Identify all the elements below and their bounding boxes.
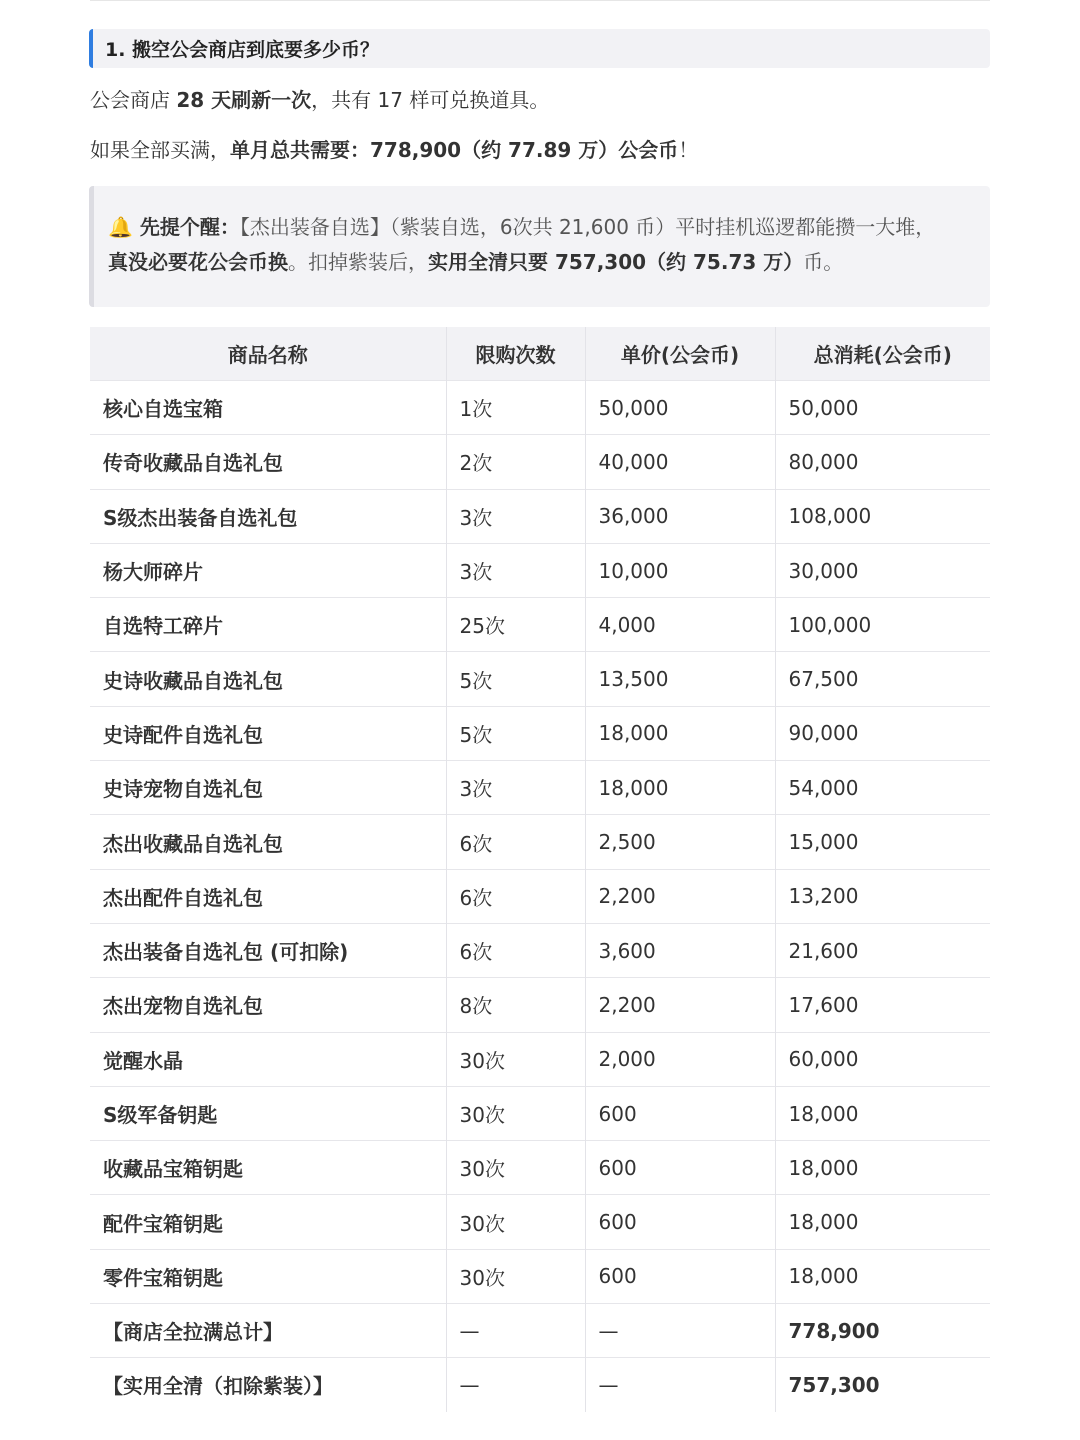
table-row xyxy=(90,598,990,652)
top-divider xyxy=(90,0,990,1)
unit-price-cell: 4,000 xyxy=(585,598,775,652)
item-name-cell: 传奇收藏品自选礼包 xyxy=(90,435,446,489)
bell-icon: 🔔 xyxy=(108,215,133,239)
item-name-cell: 核心自选宝箱 xyxy=(90,381,446,435)
item-name-cell: 配件宝箱钥匙 xyxy=(90,1195,446,1249)
total-cost-cell: 30,000 xyxy=(775,543,990,597)
limit-cell: 30次 xyxy=(446,1086,585,1140)
total-cost-cell: 13,200 xyxy=(775,869,990,923)
limit-cell: 6次 xyxy=(446,923,585,977)
item-name-cell: 【实用全清（扣除紫装）】 xyxy=(90,1358,446,1412)
table-row xyxy=(90,1249,990,1303)
limit-cell: 8次 xyxy=(446,978,585,1032)
header-total-cost: 总消耗(公会币) xyxy=(775,327,990,381)
limit-cell: 30次 xyxy=(446,1249,585,1303)
intro-highlight: 28 天刷新一次 xyxy=(176,88,312,112)
table-header-row xyxy=(90,327,990,381)
unit-price-cell: 36,000 xyxy=(585,489,775,543)
header-unit-price: 单价(公会币) xyxy=(585,327,775,381)
item-name-cell: S级杰出装备自选礼包 xyxy=(90,489,446,543)
table-row xyxy=(90,1086,990,1140)
item-name-cell: 零件宝箱钥匙 xyxy=(90,1249,446,1303)
intro-text: ，共有 17 样可兑换道具。 xyxy=(311,88,550,112)
total-cost-cell: 50,000 xyxy=(775,381,990,435)
table-row xyxy=(90,869,990,923)
unit-price-cell: 2,500 xyxy=(585,815,775,869)
item-name-cell: 收藏品宝箱钥匙 xyxy=(90,1141,446,1195)
unit-price-cell: 18,000 xyxy=(585,706,775,760)
table-total-row xyxy=(90,1358,990,1412)
unit-price-cell: 18,000 xyxy=(585,761,775,815)
table-row xyxy=(90,761,990,815)
limit-cell: 30次 xyxy=(446,1195,585,1249)
total-cost-cell: 60,000 xyxy=(775,1032,990,1086)
table-row xyxy=(90,1032,990,1086)
tip-text: 币。 xyxy=(803,250,844,274)
item-name-cell: 杰出收藏品自选礼包 xyxy=(90,815,446,869)
item-name-cell: 史诗收藏品自选礼包 xyxy=(90,652,446,706)
table-total-row xyxy=(90,1304,990,1358)
item-name-cell: 自选特工碎片 xyxy=(90,598,446,652)
tip-text: 。扣掉紫装后， xyxy=(288,250,428,274)
tip-highlight: 实用全清只要 757,300（约 75.73 万） xyxy=(428,250,804,274)
unit-price-cell: 600 xyxy=(585,1086,775,1140)
table-row xyxy=(90,815,990,869)
table-row xyxy=(90,543,990,597)
total-cost-cell: 90,000 xyxy=(775,706,990,760)
limit-cell: 2次 xyxy=(446,435,585,489)
limit-cell: 1次 xyxy=(446,381,585,435)
intro-text: 公会商店 xyxy=(90,88,177,112)
total-cost-cell: 108,000 xyxy=(775,489,990,543)
unit-price-cell: 40,000 xyxy=(585,435,775,489)
limit-cell: 5次 xyxy=(446,652,585,706)
intro-text: 如果全部买满， xyxy=(90,138,230,162)
unit-price-cell: — xyxy=(585,1358,775,1412)
tip-text: 【杰出装备自选】（紫装自选，6次共 21,600 币）平时挂机巡逻都能攒一大堆， xyxy=(239,215,936,239)
item-name-cell: 觉醒水晶 xyxy=(90,1032,446,1086)
shop-cost-table xyxy=(90,327,990,1412)
unit-price-cell: — xyxy=(585,1304,775,1358)
limit-cell: 30次 xyxy=(446,1141,585,1195)
total-cost-cell: 54,000 xyxy=(775,761,990,815)
limit-cell: 3次 xyxy=(446,543,585,597)
intro-paragraph-1 xyxy=(90,85,990,115)
unit-price-cell: 600 xyxy=(585,1141,775,1195)
tip-callout xyxy=(89,186,990,307)
total-cost-cell: 17,600 xyxy=(775,978,990,1032)
unit-price-cell: 2,000 xyxy=(585,1032,775,1086)
total-cost-cell: 18,000 xyxy=(775,1249,990,1303)
item-name-cell: 杰出装备自选礼包 (可扣除) xyxy=(90,923,446,977)
total-cost-cell: 757,300 xyxy=(775,1358,990,1412)
section-heading: 1. 搬空公会商店到底要多少币？ xyxy=(89,29,990,68)
table-row xyxy=(90,978,990,1032)
item-name-cell: 【商店全拉满总计】 xyxy=(90,1304,446,1358)
limit-cell: 30次 xyxy=(446,1032,585,1086)
unit-price-cell: 3,600 xyxy=(585,923,775,977)
table-row xyxy=(90,652,990,706)
table-row xyxy=(90,1141,990,1195)
total-cost-cell: 21,600 xyxy=(775,923,990,977)
item-name-cell: 史诗配件自选礼包 xyxy=(90,706,446,760)
table-row xyxy=(90,706,990,760)
intro-highlight: 单月总共需要：778,900（约 77.89 万）公会币 xyxy=(230,138,679,162)
total-cost-cell: 18,000 xyxy=(775,1141,990,1195)
unit-price-cell: 50,000 xyxy=(585,381,775,435)
total-cost-cell: 778,900 xyxy=(775,1304,990,1358)
limit-cell: 25次 xyxy=(446,598,585,652)
total-cost-cell: 15,000 xyxy=(775,815,990,869)
limit-cell: — xyxy=(446,1358,585,1412)
item-name-cell: 史诗宠物自选礼包 xyxy=(90,761,446,815)
item-name-cell: 杨大师碎片 xyxy=(90,543,446,597)
header-item-name: 商品名称 xyxy=(90,327,446,381)
table-row xyxy=(90,435,990,489)
total-cost-cell: 100,000 xyxy=(775,598,990,652)
limit-cell: 6次 xyxy=(446,869,585,923)
item-name-cell: 杰出宠物自选礼包 xyxy=(90,978,446,1032)
table-row xyxy=(90,1195,990,1249)
table-row xyxy=(90,489,990,543)
unit-price-cell: 2,200 xyxy=(585,978,775,1032)
limit-cell: — xyxy=(446,1304,585,1358)
unit-price-cell: 13,500 xyxy=(585,652,775,706)
limit-cell: 5次 xyxy=(446,706,585,760)
unit-price-cell: 600 xyxy=(585,1249,775,1303)
header-limit: 限购次数 xyxy=(446,327,585,381)
intro-paragraph-2 xyxy=(90,135,990,165)
limit-cell: 3次 xyxy=(446,761,585,815)
item-name-cell: S级军备钥匙 xyxy=(90,1086,446,1140)
item-name-cell: 杰出配件自选礼包 xyxy=(90,869,446,923)
total-cost-cell: 67,500 xyxy=(775,652,990,706)
unit-price-cell: 10,000 xyxy=(585,543,775,597)
total-cost-cell: 18,000 xyxy=(775,1195,990,1249)
unit-price-cell: 600 xyxy=(585,1195,775,1249)
total-cost-cell: 18,000 xyxy=(775,1086,990,1140)
table-row xyxy=(90,923,990,977)
total-cost-cell: 80,000 xyxy=(775,435,990,489)
table-row xyxy=(90,381,990,435)
limit-cell: 6次 xyxy=(446,815,585,869)
tip-label: 先提个醒： xyxy=(132,215,240,239)
tip-highlight: 真没必要花公会币换 xyxy=(108,250,288,274)
limit-cell: 3次 xyxy=(446,489,585,543)
unit-price-cell: 2,200 xyxy=(585,869,775,923)
intro-text: ！ xyxy=(678,138,699,162)
